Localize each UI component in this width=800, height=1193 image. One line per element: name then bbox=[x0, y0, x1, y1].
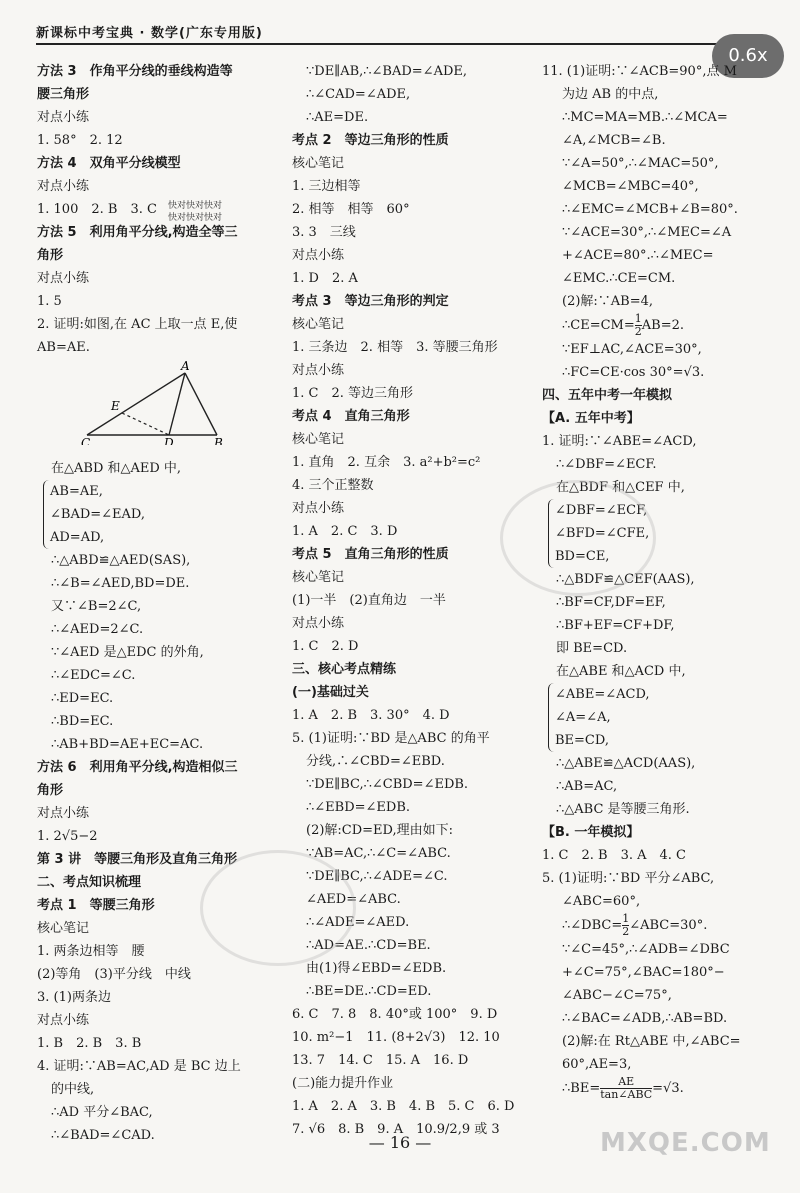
text-line: ∴BE=DE.∴CD=ED. bbox=[306, 984, 432, 999]
system-brace bbox=[548, 683, 650, 752]
sticker-text: 快对快对快对 bbox=[168, 201, 223, 211]
text-line: 对点小练 bbox=[292, 248, 345, 263]
text-line: ∠ABC=60°, bbox=[562, 894, 641, 909]
text-line: ∵AB=AC,∴∠C=∠ABC. bbox=[306, 846, 451, 861]
section-heading: 四、五年中考一年模拟 bbox=[542, 388, 673, 403]
sticker-text: 快对快对快对 bbox=[168, 213, 223, 223]
text-line: 对点小练 bbox=[292, 363, 345, 378]
section-heading: 二、考点知识梳理 bbox=[37, 875, 142, 890]
site-watermark: MXQE.COM bbox=[600, 1128, 771, 1158]
text-line: 1. A 2. B 3. 30° 4. D bbox=[292, 708, 450, 723]
text-line: 对点小练 bbox=[37, 1013, 90, 1028]
vertex-label: A bbox=[181, 361, 190, 373]
text-line: 1. 58° 2. 12 bbox=[37, 133, 123, 148]
section-heading: 第 3 讲 等腰三角形及直角三角形 bbox=[37, 852, 238, 867]
text-line: ∴BD=EC. bbox=[51, 714, 114, 729]
text-line: 由(1)得∠EBD=∠EDB. bbox=[306, 961, 447, 976]
text-line: 的中线, bbox=[51, 1082, 95, 1097]
text-line: 即 BE=CD. bbox=[556, 641, 628, 656]
text-line: ∴∠B=∠AED,BD=DE. bbox=[51, 576, 190, 591]
text-line: 4. 三个正整数 bbox=[292, 478, 374, 493]
text-line: ∵∠C=45°,∴∠ADB=∠DBC bbox=[562, 942, 730, 957]
vertex-label: C bbox=[81, 436, 91, 445]
text-line: 5. (1)证明:∵BD 平分∠ABC, bbox=[542, 871, 715, 886]
page-number-value: 16 bbox=[389, 1133, 411, 1152]
text-line: 对点小练 bbox=[292, 616, 345, 631]
text-line: 角形 bbox=[37, 783, 64, 798]
text-line: 4. 证明:∵AB=AC,AD 是 BC 边上 bbox=[37, 1059, 241, 1074]
text-line: 1. 三边相等 bbox=[292, 179, 361, 194]
text-line: ∠ABE=∠ACD, bbox=[555, 687, 650, 702]
text-line: 1. 三条边 2. 相等 3. 等腰三角形 bbox=[292, 340, 498, 355]
text-span: ∴CE=CM= bbox=[562, 318, 635, 333]
triangle-figure bbox=[77, 361, 227, 445]
text-line: 方法 6 利用角平分线,构造相似三 bbox=[37, 760, 238, 775]
text-line: ∠A,∠MCB=∠B. bbox=[562, 133, 666, 148]
text-line: 又∵∠B=2∠C, bbox=[51, 599, 142, 614]
text-line: 考点 1 等腰三角形 bbox=[37, 898, 155, 913]
text-line: ∴∠EBD=∠EDB. bbox=[306, 800, 411, 815]
text-line: ∴FC=CE·cos 30°=√3. bbox=[562, 365, 705, 380]
text-line: 考点 2 等边三角形的性质 bbox=[292, 133, 449, 148]
text-line: ∵DE∥AB,∴∠BAD=∠ADE, bbox=[306, 64, 468, 79]
text-line bbox=[542, 913, 772, 938]
text-line: ∴∠ADE=∠AED. bbox=[306, 915, 410, 930]
text-line: 核心笔记 bbox=[292, 156, 345, 171]
text-line bbox=[542, 1076, 772, 1101]
text-line: ∴BF=CF,DF=EF, bbox=[556, 595, 666, 610]
fraction-denominator: 2 bbox=[622, 925, 630, 938]
text-line: 1. 两条边相等 腰 bbox=[37, 944, 145, 959]
text-line: +∠C=75°,∠BAC=180°− bbox=[562, 965, 725, 980]
text-line: 角形 bbox=[37, 248, 64, 263]
text-line: (二)能力提升作业 bbox=[292, 1076, 394, 1091]
column-middle bbox=[292, 60, 532, 1141]
text-line: ∴△ABE≌△ACD(AAS), bbox=[556, 756, 696, 771]
text-line: 方法 5 利用角平分线,构造全等三 bbox=[37, 225, 238, 240]
text-line: (2)解:CD=ED,理由如下: bbox=[306, 823, 454, 838]
fraction bbox=[635, 313, 642, 338]
text-line: (2)解:∵AB=4, bbox=[562, 294, 654, 309]
fraction-numerator: 1 bbox=[634, 312, 642, 325]
text-line: ∴∠BAC=∠ADB,∴AB=BD. bbox=[562, 1011, 728, 1026]
text-line: 分线,∴∠CBD=∠EBD. bbox=[306, 754, 445, 769]
text-line: AD=AD, bbox=[50, 530, 105, 545]
text-span: ,9 或 3 bbox=[457, 1122, 500, 1137]
text-line: 在△ABD 和△AED 中, bbox=[51, 461, 182, 476]
watermark-stamp bbox=[200, 850, 356, 966]
text-span: =√3. bbox=[652, 1081, 684, 1096]
text-line: 1. C 2. B 3. A 4. C bbox=[542, 848, 686, 863]
fraction-denominator: tan∠ABC bbox=[600, 1088, 653, 1101]
text-line: 1. 直角 2. 互余 3. a²+b²=c² bbox=[292, 455, 481, 470]
text-line: 5. (1)证明:∵BD 是△ABC 的角平 bbox=[292, 731, 490, 746]
text-line: 1. A 2. C 3. D bbox=[292, 524, 398, 539]
section-heading: 三、核心考点精练 bbox=[292, 662, 397, 677]
text-line: 【A. 五年中考】 bbox=[542, 411, 640, 426]
text-line: ∴BF+EF=CF+DF, bbox=[556, 618, 675, 633]
text-line: 1. 5 bbox=[37, 294, 62, 309]
vertex-label: E bbox=[111, 399, 120, 413]
text-line: ∴AB=AC, bbox=[556, 779, 618, 794]
text-line: ∠BAD=∠EAD, bbox=[50, 507, 146, 522]
text-line: (一)基础过关 bbox=[292, 685, 369, 700]
column-left bbox=[37, 60, 272, 1147]
fraction-denominator: 2 bbox=[634, 325, 642, 338]
text-line: ∴△ABC 是等腰三角形. bbox=[556, 802, 690, 817]
text-line: 1. 证明:∵∠ABE=∠ACD, bbox=[542, 434, 697, 449]
text-line: (2)等角 (3)平分线 中线 bbox=[37, 967, 191, 982]
text-line: 对点小练 bbox=[37, 806, 90, 821]
text-line: ∴△ABD≌△AED(SAS), bbox=[51, 553, 191, 568]
text-line: ∵DE∥BC,∴∠CBD=∠EDB. bbox=[306, 777, 469, 792]
text-line: 3. (1)两条边 bbox=[37, 990, 111, 1005]
text-line: 核心笔记 bbox=[292, 570, 345, 585]
text-line: ∠A=∠A, bbox=[555, 710, 611, 725]
text-line: 3. 3 三线 bbox=[292, 225, 356, 240]
text-line: ∴∠AED=2∠C. bbox=[51, 622, 144, 637]
text-line: 6. C 7. 8 8. 40°或 100° 9. D bbox=[292, 1007, 498, 1022]
text-line: ∴AD=AE.∴CD=BE. bbox=[306, 938, 431, 953]
playback-speed-badge[interactable]: 0.6x bbox=[712, 34, 784, 78]
text-line: ∴∠EDC=∠C. bbox=[51, 668, 136, 683]
text-line: ∴MC=MA=MB.∴∠MCA= bbox=[562, 110, 728, 125]
text-span: ∠ABC=30°. bbox=[629, 918, 708, 933]
text-line: 1. A 2. A 3. B 4. B 5. C 6. D bbox=[292, 1099, 515, 1114]
text-line: 10. m²−1 11. (8+2√3) 12. 10 bbox=[292, 1030, 500, 1045]
text-line: 在△ABE 和△ACD 中, bbox=[556, 664, 686, 679]
text-line: (2)解:在 Rt△ABE 中,∠ABC= bbox=[562, 1034, 741, 1049]
header-rule bbox=[36, 43, 778, 45]
text-line: ∴△BDF≌△CEF(AAS), bbox=[556, 572, 695, 587]
text-span: ∴BE= bbox=[562, 1081, 601, 1096]
text-line: 【B. 一年模拟】 bbox=[542, 825, 640, 840]
text-line: 1. 100 2. B 3. C bbox=[37, 202, 157, 217]
page-header bbox=[36, 18, 746, 44]
text-line: ∴AB+BD=AE+EC=AC. bbox=[51, 737, 204, 752]
header-title: 新课标中考宝典 · 数学(广东专用版) bbox=[36, 26, 263, 41]
text-line: ∠ABC−∠C=75°, bbox=[562, 988, 672, 1003]
text-line: AB=AE. bbox=[37, 340, 90, 355]
text-line: AB=AE, bbox=[50, 484, 103, 499]
text-line: 1. C 2. 等边三角形 bbox=[292, 386, 414, 401]
text-line: ∴AE=DE. bbox=[306, 110, 369, 125]
text-line: ∴∠CAD=∠ADE, bbox=[306, 87, 411, 102]
sticker-note bbox=[168, 200, 222, 224]
fraction bbox=[600, 1076, 652, 1101]
text-line: 1. C 2. D bbox=[292, 639, 359, 654]
text-line: 对点小练 bbox=[37, 271, 90, 286]
text-line: 方法 4 双角平分线模型 bbox=[37, 156, 181, 171]
text-line bbox=[542, 313, 772, 338]
text-line: 1. B 2. B 3. B bbox=[37, 1036, 142, 1051]
text-line: ∴ED=EC. bbox=[51, 691, 114, 706]
fraction-numerator: AE bbox=[600, 1076, 652, 1089]
text-line: 为边 AB 的中点, bbox=[562, 87, 659, 102]
watermark-stamp bbox=[500, 480, 656, 596]
text-line: ∠EMC.∴CE=CM. bbox=[562, 271, 676, 286]
text-line: 13. 7 14. C 15. A 16. D bbox=[292, 1053, 469, 1068]
text-line: 2. 证明:如图,在 AC 上取一点 E,使 bbox=[37, 317, 238, 332]
text-line: ∠MCB=∠MBC=40°, bbox=[562, 179, 699, 194]
page-number: — 16 — bbox=[368, 1133, 432, 1152]
text-line: 对点小练 bbox=[292, 501, 345, 516]
text-line: BE=CD, bbox=[555, 733, 609, 748]
text-line: 对点小练 bbox=[37, 179, 90, 194]
system-brace bbox=[43, 480, 145, 549]
fraction: 9/2 bbox=[436, 1122, 458, 1137]
text-span: 7. √6 8. B 9. A 10. bbox=[292, 1122, 437, 1137]
text-line: 核心笔记 bbox=[292, 317, 345, 332]
text-line: 60°,AE=3, bbox=[562, 1057, 632, 1072]
text-line: 考点 5 直角三角形的性质 bbox=[292, 547, 449, 562]
text-line: 考点 3 等边三角形的判定 bbox=[292, 294, 449, 309]
text-span: ∴∠DBC= bbox=[562, 918, 623, 933]
text-line: 2. 相等 相等 60° bbox=[292, 202, 410, 217]
text-line: 在△BDF 和△CEF 中, bbox=[556, 480, 685, 495]
text-line: ∵EF⊥AC,∠ACE=30°, bbox=[562, 342, 702, 357]
text-line: ∴∠BAD=∠CAD. bbox=[51, 1128, 155, 1143]
text-line: 11. (1)证明:∵∠ACB=90°,点 M bbox=[542, 64, 737, 79]
text-line: 考点 4 直角三角形 bbox=[292, 409, 410, 424]
text-line: 核心笔记 bbox=[292, 432, 345, 447]
text-line: ∴∠DBF=∠ECF. bbox=[556, 457, 657, 472]
text-line: (1)一半 (2)直角边 一半 bbox=[292, 593, 446, 608]
text-line: ∵DE∥BC,∴∠ADE=∠C. bbox=[306, 869, 448, 884]
text-line: ∠DBF=∠ECF, bbox=[555, 503, 648, 518]
text-line: 对点小练 bbox=[37, 110, 90, 125]
text-line: 腰三角形 bbox=[37, 87, 90, 102]
fraction-numerator: 1 bbox=[622, 912, 630, 925]
text-line: ∠BFD=∠CFE, bbox=[555, 526, 650, 541]
text-line: ∴∠EMC=∠MCB+∠B=80°. bbox=[562, 202, 738, 217]
text-line: ∵∠A=50°,∴∠MAC=50°, bbox=[562, 156, 719, 171]
text-line: ∠AED=∠ABC. bbox=[306, 892, 401, 907]
text-line: 方法 3 作角平分线的垂线构造等 bbox=[37, 64, 233, 79]
text-line: ∵∠AED 是△EDC 的外角, bbox=[51, 645, 204, 660]
text-line: 核心笔记 bbox=[37, 921, 90, 936]
vertex-label: D bbox=[164, 436, 174, 445]
text-line: 1. 2√5−2 bbox=[37, 829, 98, 844]
text-line: ∵∠ACE=30°,∴∠MEC=∠A bbox=[562, 225, 732, 240]
text-span: AB=2. bbox=[641, 318, 685, 333]
text-line: 1. D 2. A bbox=[292, 271, 358, 286]
text-line: ∴AD 平分∠BAC, bbox=[51, 1105, 153, 1120]
vertex-label: B bbox=[214, 436, 223, 445]
text-line: +∠ACE=80°.∴∠MEC= bbox=[562, 248, 714, 263]
text-line: BD=CE, bbox=[555, 549, 610, 564]
